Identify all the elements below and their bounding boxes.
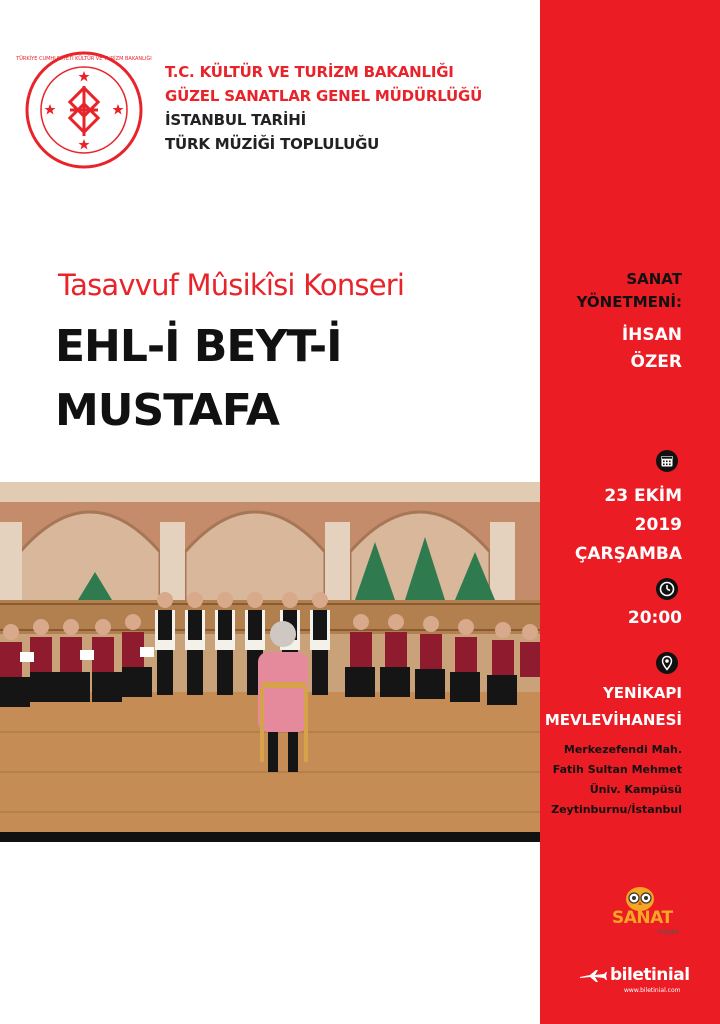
address-line-3: Üniv. Kampüsü: [589, 783, 682, 796]
concert-title-line-1: EHL-İ BEYT-İ: [55, 321, 342, 372]
org-line-3: İSTANBUL TARİHİ: [165, 111, 306, 129]
date-line-3: ÇARŞAMBA: [574, 544, 682, 564]
plane-ticket-icon: [578, 968, 608, 984]
organization-block: [165, 60, 525, 156]
org-line-4: TÜRK MÜZİĞİ TOPLULUĞU: [165, 135, 380, 153]
address-line-1: Merkezefendi Mah.: [563, 743, 682, 756]
calendar-icon: [656, 450, 678, 472]
concert-subtitle: Tasavvuf Mûsikîsi Konseri: [58, 268, 405, 302]
address-line-2: Fatih Sultan Mehmet: [552, 763, 682, 776]
clock-icon: [656, 578, 678, 600]
date-line-2: 2019: [634, 515, 682, 535]
concert-photo: [0, 482, 540, 832]
sanat-logo-sub: Cepte: [658, 928, 679, 936]
org-line-1: T.C. KÜLTÜR VE TURİZM BAKANLIĞI: [165, 63, 454, 81]
photo-bottom-bar: [0, 832, 540, 842]
director-label-line-2: YÖNETMENİ:: [576, 293, 682, 311]
event-date: [575, 482, 682, 569]
address-line-4: Zeytinburnu/İstanbul: [551, 803, 682, 816]
sanat-logo-text: SANAT: [612, 908, 673, 928]
venue-line-2: MEVLEVİHANESİ: [544, 711, 682, 729]
director-name-line-2: ÖZER: [630, 352, 682, 372]
seal-text: TÜRKİYE CUMHURİYETİ KÜLTÜR VE TURİZM BAKANLIĞI: [16, 56, 152, 62]
event-venue: [545, 680, 682, 734]
event-time: 20:00: [627, 608, 682, 628]
concert-title-line-2: MUSTAFA: [55, 385, 279, 436]
director-name: [622, 322, 682, 376]
ministry-seal-logo: [16, 50, 152, 170]
org-line-2: GÜZEL SANATLAR GENEL MÜDÜRLÜĞÜ: [165, 87, 483, 105]
venue-line-1: YENİKAPI: [602, 684, 682, 702]
director-label: [577, 268, 682, 314]
concert-title: [55, 315, 525, 443]
biletinial-url[interactable]: www.biletinial.com: [624, 987, 681, 994]
director-label-line-1: SANAT: [626, 270, 682, 288]
director-name-line-1: İHSAN: [621, 325, 682, 345]
biletinial-logo[interactable]: biletinial: [610, 965, 690, 985]
event-address: [551, 740, 682, 820]
date-line-1: 23 EKİM: [604, 486, 682, 506]
location-pin-icon: [656, 652, 678, 674]
